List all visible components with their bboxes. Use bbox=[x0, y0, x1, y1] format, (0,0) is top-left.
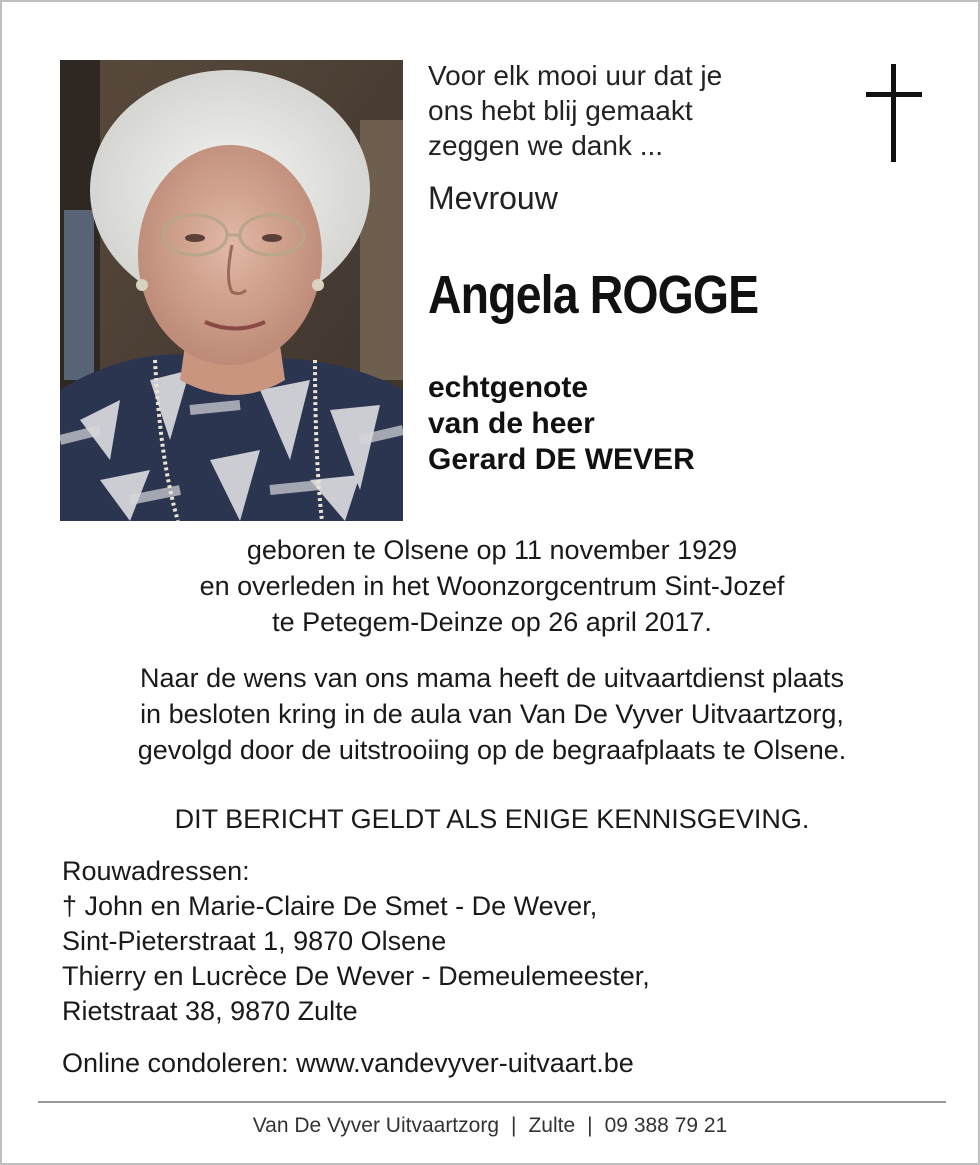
relation-line: Gerard DE WEVER bbox=[428, 443, 695, 476]
footer-separator: | bbox=[587, 1114, 593, 1137]
address-line: Rietstraat 38, 9870 Zulte bbox=[62, 996, 358, 1026]
online-condolence-link[interactable]: Online condoleren: www.vandevyver-uitvaart.be bbox=[62, 1048, 634, 1078]
relation-line: van de heer bbox=[428, 407, 595, 440]
footer-separator: | bbox=[511, 1114, 517, 1137]
deceased-name: Angela ROGGE bbox=[428, 265, 759, 325]
quote-line: Voor elk mooi uur dat je bbox=[428, 60, 723, 91]
spouse-relation bbox=[428, 370, 695, 478]
wish-line: gevolgd door de uitstrooiing op de begraafplaats te Olsene. bbox=[137, 735, 847, 765]
address-line: † John en Marie-Claire De Smet - De Wever, bbox=[62, 891, 598, 921]
portrait-photo bbox=[60, 60, 403, 521]
honorific-title: Mevrouw bbox=[428, 180, 558, 216]
quote-line: ons hebt blij gemaakt bbox=[428, 95, 693, 126]
footer-divider bbox=[38, 1101, 946, 1103]
quote-line: zeggen we dank ... bbox=[428, 130, 664, 161]
dates-line: te Petegem-Deinze op 26 april 2017. bbox=[272, 607, 712, 637]
address-line: Sint-Pieterstraat 1, 9870 Olsene bbox=[62, 926, 447, 956]
memorial-quote bbox=[428, 58, 722, 163]
footer-place: Zulte bbox=[528, 1114, 576, 1137]
funeral-arrangement bbox=[42, 660, 942, 768]
birth-death-dates bbox=[42, 532, 942, 640]
latin-cross-icon bbox=[864, 64, 924, 162]
relation-line: echtgenote bbox=[428, 371, 589, 404]
addresses-heading: Rouwadressen: bbox=[62, 856, 250, 886]
funeral-home-name: Van De Vyver Uitvaartzorg bbox=[252, 1114, 499, 1137]
official-notice: DIT BERICHT GELDT ALS ENIGE KENNISGEVING. bbox=[174, 804, 810, 834]
wish-line: in besloten kring in de aula van Van De Vyver Uitvaartzorg, bbox=[140, 699, 844, 729]
dates-line: en overleden in het Woonzorgcentrum Sint-Jozef bbox=[199, 571, 785, 601]
mourning-addresses bbox=[62, 854, 650, 1029]
footer-phone[interactable]: 09 388 79 21 bbox=[604, 1114, 728, 1137]
address-line: Thierry en Lucrèce De Wever - Demeulemeester, bbox=[62, 961, 650, 991]
footer bbox=[2, 1114, 978, 1138]
wish-line: Naar de wens van ons mama heeft de uitvaartdienst plaats bbox=[140, 663, 844, 693]
dates-line: geboren te Olsene op 11 november 1929 bbox=[246, 535, 738, 565]
